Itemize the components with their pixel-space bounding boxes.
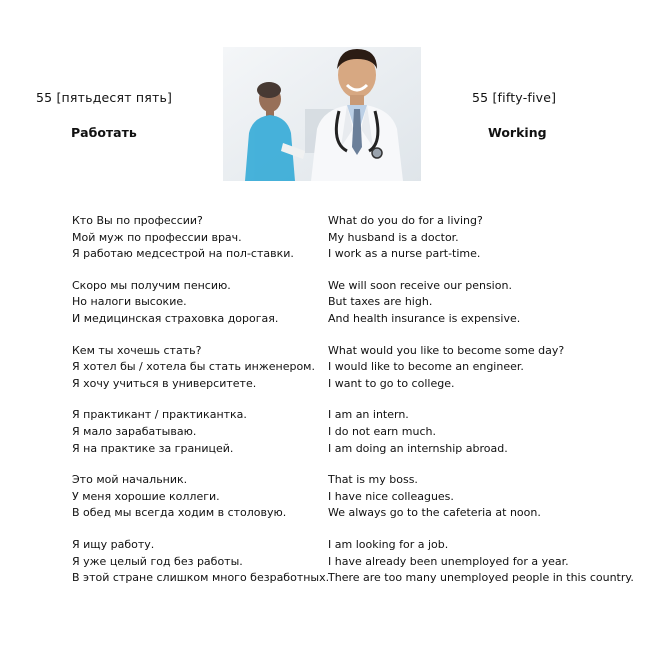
doctor-and-nurse-photo — [223, 47, 421, 181]
phrase-row — [72, 537, 634, 554]
russian-phrase: Мой муж по профессии врач. — [72, 230, 242, 244]
russian-phrase: Я работаю медсестрой на пол-ставки. — [72, 247, 294, 261]
english-phrase: I have already been unemployed for a year. — [328, 554, 569, 568]
phrase-group — [72, 213, 634, 263]
russian-phrase: Скоро мы получим пенсию. — [72, 278, 231, 292]
phrase-row — [72, 311, 634, 328]
phrase-row — [72, 246, 634, 263]
lesson-title-russian: Работать — [71, 125, 137, 140]
english-phrase: What would you like to become some day? — [328, 343, 565, 357]
english-phrase: I am looking for a job. — [328, 537, 449, 551]
english-phrase: I have nice colleagues. — [328, 489, 454, 503]
phrase-group — [72, 407, 634, 457]
russian-phrase: Но налоги высокие. — [72, 295, 187, 309]
phrase-row — [72, 554, 634, 571]
russian-phrase: Я уже целый год без работы. — [72, 554, 243, 568]
english-phrase: We always go to the cafeteria at noon. — [328, 506, 541, 520]
english-phrase: I do not earn much. — [328, 424, 436, 438]
lesson-number-russian: 55 [пятьдесят пять] — [36, 90, 173, 105]
russian-phrase: Кем ты хочешь стать? — [72, 343, 202, 357]
lesson-title-english: Working — [488, 125, 547, 140]
russian-phrase: Я на практике за границей. — [72, 441, 234, 455]
phrase-row — [72, 359, 634, 376]
phrase-group — [72, 278, 634, 328]
phrase-row — [72, 213, 634, 230]
english-phrase: There are too many unemployed people in this country. — [328, 571, 634, 585]
english-phrase: That is my boss. — [328, 473, 418, 487]
russian-phrase: Кто Вы по профессии? — [72, 214, 203, 227]
phrase-row — [72, 489, 634, 506]
phrase-list — [72, 213, 634, 602]
english-phrase: But taxes are high. — [328, 295, 433, 309]
phrase-row — [72, 278, 634, 295]
english-phrase: We will soon receive our pension. — [328, 278, 512, 292]
phrase-row — [72, 230, 634, 247]
phrase-group — [72, 537, 634, 587]
phrase-row — [72, 424, 634, 441]
russian-phrase: Я хочу учиться в университете. — [72, 376, 257, 390]
russian-phrase: В этой стране слишком много безработных. — [72, 571, 330, 585]
russian-phrase: В обед мы всегда ходим в столовую. — [72, 506, 287, 520]
phrase-row — [72, 472, 634, 489]
english-phrase: I want to go to college. — [328, 376, 455, 390]
russian-phrase: Я мало зарабатываю. — [72, 424, 197, 438]
english-phrase: I would like to become an engineer. — [328, 360, 524, 374]
russian-phrase: У меня хорошие коллеги. — [72, 489, 220, 503]
phrase-group — [72, 472, 634, 522]
phrase-row — [72, 570, 634, 587]
english-phrase: My husband is a doctor. — [328, 230, 459, 244]
english-phrase: I am an intern. — [328, 408, 409, 422]
phrase-row — [72, 407, 634, 424]
phrase-row — [72, 441, 634, 458]
russian-phrase: Я ищу работу. — [72, 537, 155, 551]
phrase-row — [72, 505, 634, 522]
russian-phrase: И медицинская страховка дорогая. — [72, 311, 279, 325]
phrase-row — [72, 343, 634, 360]
russian-phrase: Я практикант / практикантка. — [72, 408, 247, 422]
phrase-group — [72, 343, 634, 393]
english-phrase: I work as a nurse part-time. — [328, 247, 481, 261]
phrase-row — [72, 294, 634, 311]
english-phrase: I am doing an internship abroad. — [328, 441, 508, 455]
russian-phrase: Я хотел бы / хотела бы стать инженером. — [72, 360, 315, 374]
phrase-row — [72, 376, 634, 393]
lesson-number-english: 55 [fifty-five] — [472, 90, 557, 105]
english-phrase: What do you do for a living? — [328, 214, 483, 227]
russian-phrase: Это мой начальник. — [72, 473, 188, 487]
english-phrase: And health insurance is expensive. — [328, 311, 521, 325]
